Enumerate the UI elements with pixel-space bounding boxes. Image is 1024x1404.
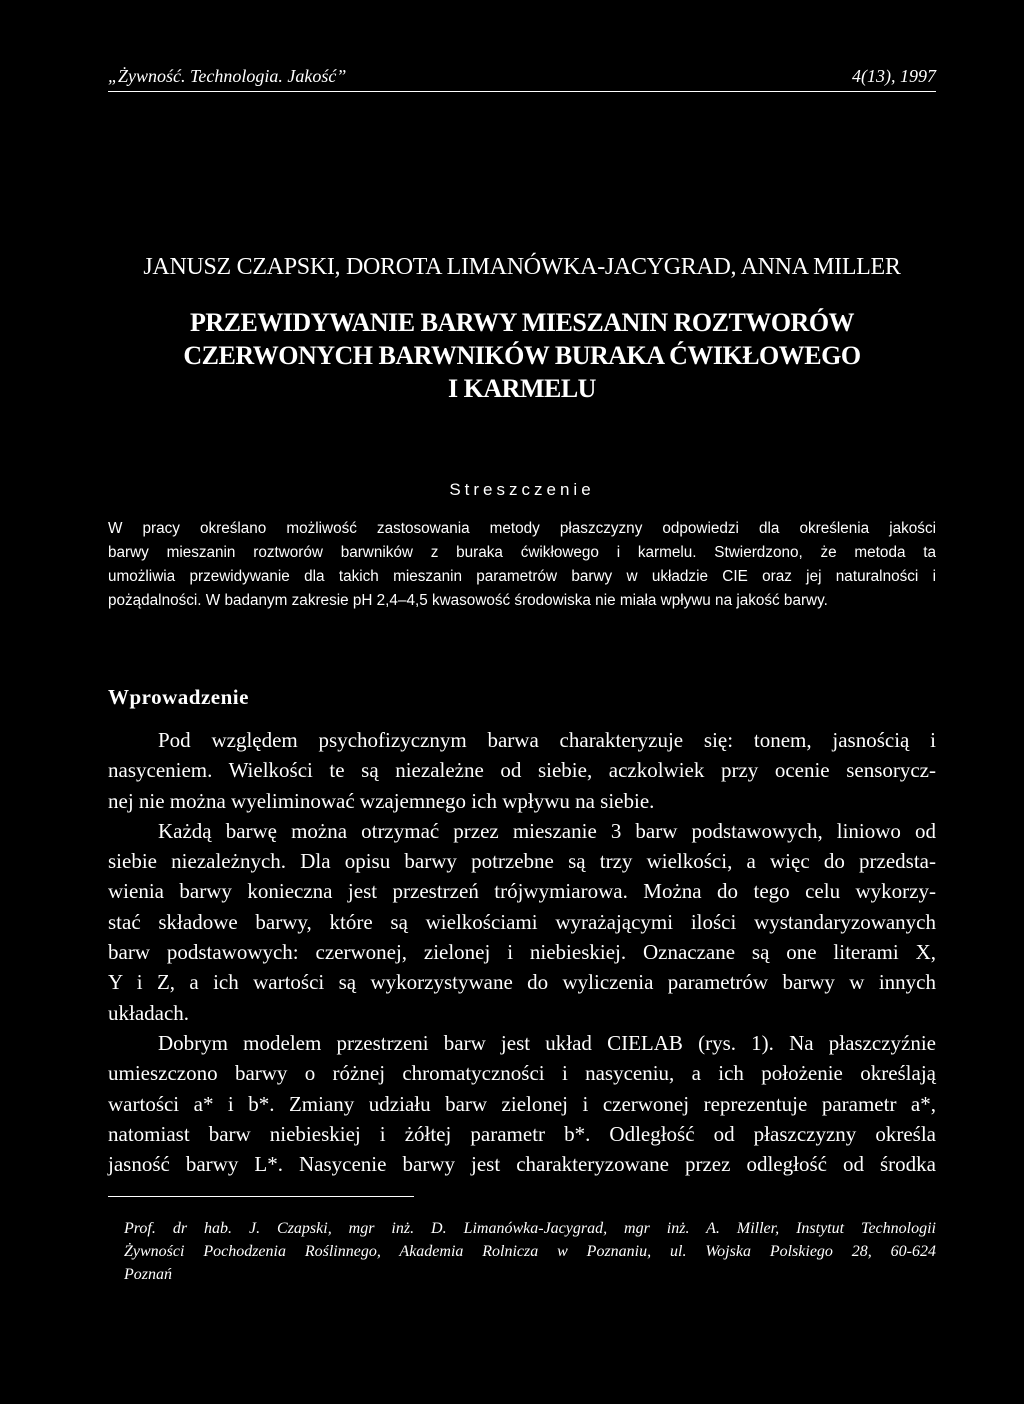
body-line: Y i Z, a ich wartości są wykorzystywane do wyliczenia parametrów barwy w innych xyxy=(108,970,936,995)
title-line: CZERWONYCH BARWNIKÓW BURAKA ĆWIKŁOWEGO xyxy=(183,341,861,370)
body-line: umieszczono barwy o różnej chromatyczności i nasyceniu, a ich położenie określają xyxy=(108,1061,936,1086)
abstract-line: umożliwia przewidywanie dla takich mieszanin parametrów barwy w układzie CIE oraz jej naturalności i xyxy=(108,568,936,585)
body-line: nasyceniem. Wielkości te są niezależne od siebie, aczkolwiek przy ocenie sensorycz- xyxy=(108,758,936,783)
section-heading: Wprowadzenie xyxy=(108,685,249,709)
running-header xyxy=(108,66,936,92)
footnote-line: Poznań xyxy=(124,1266,172,1283)
body-line: Pod względem psychofizycznym barwa charakteryzuje się: tonem, jasnością i xyxy=(158,728,936,752)
body-line: wienia barwy konieczna jest przestrzeń trójwymiarowa. Można do tego celu wykorzy- xyxy=(108,879,936,904)
body-text xyxy=(108,725,936,1179)
abstract-line: pożądalności. W badanym zakresie pH 2,4–4,5 kwasowość środowiska nie miała wpływu na jakość barwy. xyxy=(108,592,828,609)
body-line: stać składowe barwy, które są wielkościami wyrażającymi ilości wystandaryzowanych xyxy=(108,909,936,934)
body-line: Dobrym modelem przestrzeni barw jest układ CIELAB (rys. 1). Na płaszczyźnie xyxy=(158,1030,936,1055)
issue-number: 4(13), 1997 xyxy=(852,66,936,86)
paper-title xyxy=(108,306,936,405)
body-line: Każdą barwę można otrzymać przez mieszanie 3 barw podstawowych, liniowo od xyxy=(158,818,936,843)
title-line: I KARMELU xyxy=(448,374,596,403)
body-line: wartości a* i b*. Zmiany udziału barw zielonej i czerwonej reprezentuje parametr a*, xyxy=(108,1091,936,1116)
footnote-rule xyxy=(108,1196,414,1197)
body-line: układach. xyxy=(108,1000,190,1025)
title-line: PRZEWIDYWANIE BARWY MIESZANIN ROZTWORÓW xyxy=(189,308,855,337)
authors: JANUSZ CZAPSKI, DOROTA LIMANÓWKA-JACYGRAD, ANNA MILLER xyxy=(143,254,901,280)
body-line: nej nie można wyeliminować wzajemnego ich wpływu na siebie. xyxy=(108,788,655,813)
body-line: barw podstawowych: czerwonej, zielonej i niebieskiej. Oznaczane są one literami X, xyxy=(108,940,936,965)
abstract-line: barwy mieszanin roztworów barwników z buraka ćwikłowego i karmelu. Stwierdzono, że metoda ta xyxy=(108,544,936,561)
journal-name: „Żywność. Technologia. Jakość” xyxy=(108,66,347,86)
body-line: natomiast barw niebieskiej i żółtej parametr b*. Odległość od płaszczyzny określa xyxy=(108,1121,936,1146)
author-affiliation-footnote xyxy=(124,1217,936,1286)
body-line: jasność barwy L*. Nasycenie barwy jest charakteryzowane przez odległość od środka xyxy=(108,1152,936,1177)
abstract-text xyxy=(108,517,936,613)
footnote-line: Żywności Pochodzenia Roślinnego, Akademia Rolnicza w Poznaniu, ul. Wojska Polskiego 28, 60-624 xyxy=(124,1243,936,1260)
footnote-line: Prof. dr hab. J. Czapski, mgr inż. D. Limanówka-Jacygrad, mgr inż. A. Miller, Instytut Technologii xyxy=(124,1220,936,1237)
abstract-line: W pracy określano możliwość zastosowania metody płaszczyzny odpowiedzi dla określenia jakości xyxy=(108,520,936,537)
abstract-heading: Streszczenie xyxy=(449,480,595,499)
body-line: siebie niezależnych. Dla opisu barwy potrzebne są trzy wielkości, a więc do przedsta- xyxy=(108,849,936,874)
